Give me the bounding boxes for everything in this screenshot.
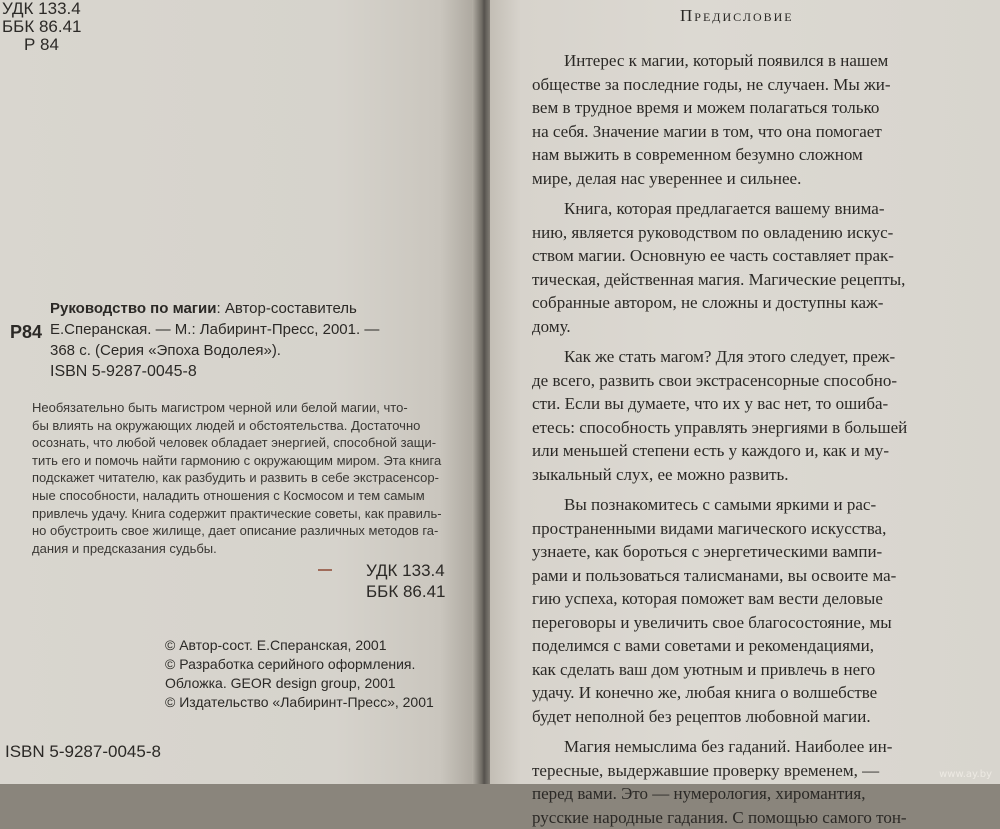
biblio-line: Е.Сперанская. — М.: Лабиринт-Пресс, 2001. — xyxy=(50,319,460,340)
paragraph xyxy=(532,197,972,338)
text-line: узнаете, как бороться с энергетическими вампи- xyxy=(532,540,972,564)
text-line: тическая, действенная магия. Магические рецепты, xyxy=(532,268,972,292)
annotation-line: но обустроить свое жилище, дает описание различных методов га- xyxy=(32,522,462,540)
text-line: Вы познакомитесь с самыми яркими и рас- xyxy=(532,493,972,517)
dash-mark xyxy=(318,569,332,571)
chapter-heading: Предисловие xyxy=(680,6,794,26)
text-line: русские народные гадания. С помощью самого тон- xyxy=(532,806,972,829)
text-line: нию, является руководством по овладению искус- xyxy=(532,221,972,245)
copyright-line: © Разработка серийного оформления. xyxy=(165,655,434,674)
bbk-code: ББК 86.41 xyxy=(366,581,445,602)
text-line: мире, делая нас увереннее и сильнее. xyxy=(532,167,972,191)
udk-code: УДК 133.4 xyxy=(366,560,445,581)
annotation-line: тить его и помочь найти гармонию с окружающим миром. Эта книга xyxy=(32,452,462,470)
copyright-line: © Автор-сост. Е.Сперанская, 2001 xyxy=(165,636,434,655)
text-line: Магия немыслима без гаданий. Наиболее ин- xyxy=(532,735,972,759)
book-title: Руководство по магии xyxy=(50,300,217,317)
text-line: на себя. Значение магии в том, что она помогает xyxy=(532,120,972,144)
biblio-line: 368 с. (Серия «Эпоха Водолея»). xyxy=(50,340,460,361)
annotation-line: привлечь удачу. Книга содержит практические советы, как правиль- xyxy=(32,505,462,523)
corner-author-mark: Р 84 xyxy=(24,36,59,54)
text-line: перед вами. Это — нумерология, хиромантия, xyxy=(532,782,972,806)
text-line: етесь: способность управлять энергиями в большей xyxy=(532,416,972,440)
paragraph xyxy=(532,493,972,728)
copyright-line: © Издательство «Лабиринт-Пресс», 2001 xyxy=(165,693,434,712)
annotation-line: ные способности, наладить отношения с Космосом и тем самым xyxy=(32,487,462,505)
annotation-line: осознать, что любой человек обладает энергией, способной защи- xyxy=(32,434,462,452)
annotation xyxy=(32,399,462,557)
biblio-isbn: ISBN 5-9287-0045-8 xyxy=(50,361,460,382)
annotation-line: Необязательно быть магистром черной или белой магии, что- xyxy=(32,399,462,417)
watermark: www.ay.by xyxy=(939,769,992,780)
text-line: тересные, выдержавшие проверку временем, — xyxy=(532,759,972,783)
text-line: удачу. И конечно же, любая книга о волшебстве xyxy=(532,681,972,705)
text-line: как сделать ваш дом уютным и привлечь в него xyxy=(532,658,972,682)
left-page xyxy=(0,0,478,784)
text-line: Книга, которая предлагается вашему внима- xyxy=(532,197,972,221)
annotation-line: подскажет читателю, как разбудить и развить в себе экстрасенсор- xyxy=(32,469,462,487)
text-line: обществе за последние годы, не случаен. Мы жи- xyxy=(532,73,972,97)
text-line: пространенными видами магического искусства, xyxy=(532,517,972,541)
biblio-line xyxy=(50,298,460,319)
isbn-bottom: ISBN 5-9287-0045-8 xyxy=(5,742,161,762)
text-line: вем в трудное время и можем полагаться только xyxy=(532,96,972,120)
paragraph xyxy=(532,735,972,829)
paragraph xyxy=(532,345,972,486)
author-mark: Р84 xyxy=(10,322,42,343)
text-line: рами и пользоваться талисманами, вы освоите ма- xyxy=(532,564,972,588)
text-line: сти. Если вы думаете, что их у вас нет, то ошиба- xyxy=(532,392,972,416)
annotation-line: дания и предсказания судьбы. xyxy=(32,540,462,558)
text-line: будет неполной без рецептов любовной магии. xyxy=(532,705,972,729)
text-line: зыкальный слух, ее можно развить. xyxy=(532,463,972,487)
corner-bbk: ББК 86.41 xyxy=(2,18,81,36)
text-line: или меньшей степени есть у каждого и, как и му- xyxy=(532,439,972,463)
preface-text xyxy=(532,49,972,829)
text-line: собранные автором, не сложны и доступны каж- xyxy=(532,291,972,315)
text-line: Интерес к магии, который появился в нашем xyxy=(532,49,972,73)
biblio-text: : Автор-составитель xyxy=(217,300,357,317)
text-line: Как же стать магом? Для этого следует, преж- xyxy=(532,345,972,369)
corner-udk: УДК 133.4 xyxy=(2,0,81,18)
bibliographic-record xyxy=(50,298,460,382)
text-line: поделимся с вами советами и рекомендациями, xyxy=(532,634,972,658)
text-line: нам выжить в современном безумно сложном xyxy=(532,143,972,167)
copyright-line: Обложка. GEOR design group, 2001 xyxy=(165,674,434,693)
text-line: ством магии. Основную ее часть составляет прак- xyxy=(532,244,972,268)
text-line: дому. xyxy=(532,315,972,339)
classification-codes xyxy=(366,560,445,602)
annotation-line: бы влиять на окружающих людей и обстоятельства. Достаточно xyxy=(32,417,462,435)
text-line: гию успеха, которая поможет вам вести деловые xyxy=(532,587,972,611)
right-page xyxy=(490,0,1000,784)
paragraph xyxy=(532,49,972,190)
text-line: переговоры и увеличить свое благосостояние, мы xyxy=(532,611,972,635)
text-line: де всего, развить свои экстрасенсорные способно- xyxy=(532,369,972,393)
copyright-block xyxy=(165,636,434,712)
